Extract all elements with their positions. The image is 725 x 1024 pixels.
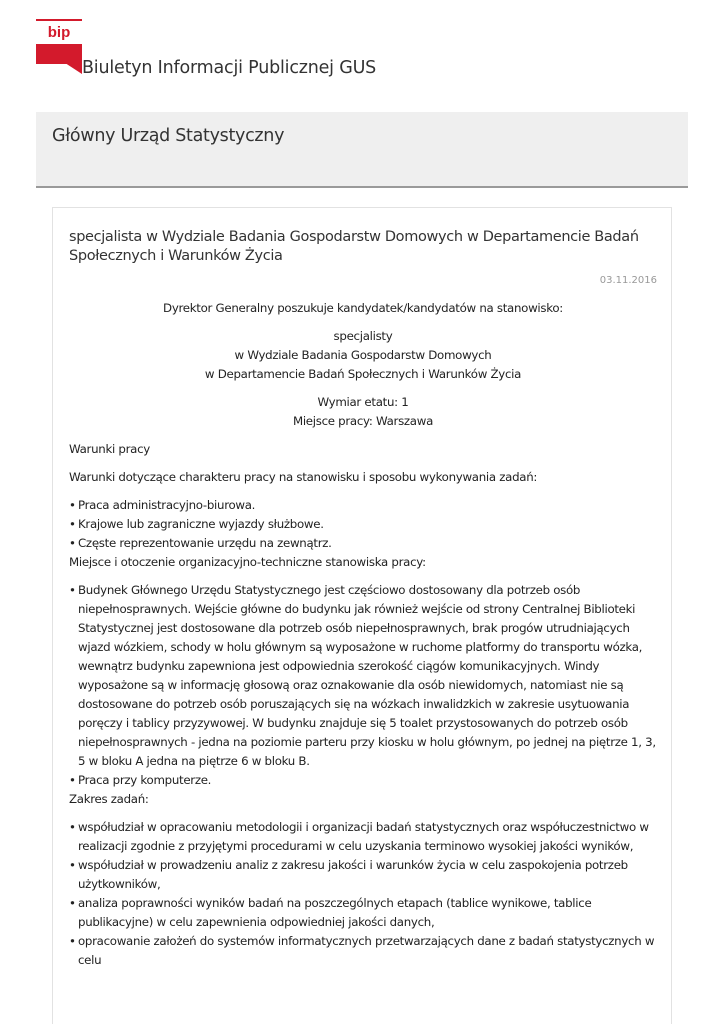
article-content bbox=[69, 299, 657, 970]
org-name[interactable]: Główny Urząd Statystyczny bbox=[52, 126, 285, 146]
bip-logo-text: bip bbox=[47, 24, 71, 41]
list-item: • opracowanie założeń do systemów informatycznych przetwarzających dane z badań statystycznych w celu bbox=[69, 932, 657, 970]
list-item: • współudział w prowadzeniu analiz z zakresu jakości i warunków życia w celu zaspokojenia potrzeb użytkowników, bbox=[69, 856, 657, 894]
position-line: w Wydziale Badania Gospodarstw Domowych bbox=[234, 348, 492, 362]
conditions-intro: Warunki dotyczące charakteru pracy na stanowisku i sposobu wykonywania zadań: bbox=[69, 470, 538, 484]
position-line: w Departamencie Badań Społecznych i Warunków Życia bbox=[204, 367, 522, 381]
list-item: • Krajowe lub zagraniczne wyjazdy służbowe. bbox=[69, 515, 657, 534]
article-title: specjalista w Wydziale Badania Gospodarstw Domowych w Departamencie Badań Społecznych i Warunków Życia bbox=[69, 229, 639, 264]
intro-text: Dyrektor Generalny poszukuje kandydatek/kandydatów na stanowisko: bbox=[163, 301, 563, 315]
site-title[interactable]: Biuletyn Informacji Publicznej GUS bbox=[82, 58, 377, 78]
org-header bbox=[36, 112, 688, 188]
bip-logo-icon[interactable] bbox=[36, 19, 82, 74]
list-item: • Częste reprezentowanie urzędu na zewnątrz. bbox=[69, 534, 657, 553]
list-item: • analiza poprawności wyników badań na poszczególnych etapach (tablice wynikowe, tablice publikacyjne) w celu zapewnienia odpowiedniej jakości danych, bbox=[69, 894, 657, 932]
tasks-list bbox=[69, 818, 657, 970]
section-heading-conditions: Warunki pracy bbox=[69, 442, 150, 456]
list-item: • Praca administracyjno-biurowa. bbox=[69, 496, 657, 515]
article-card bbox=[52, 207, 672, 1024]
work-line: Wymiar etatu: 1 bbox=[317, 395, 409, 409]
tasks-intro: Zakres zadań: bbox=[69, 792, 149, 806]
place-list bbox=[69, 581, 657, 790]
list-item: • Praca przy komputerze. bbox=[69, 771, 657, 790]
list-item: • Budynek Głównego Urzędu Statystycznego jest częściowo dostosowany dla potrzeb osób niepełnosprawnych. Wejście główne do budynku jak również wejście od strony Centralnej Biblioteki Statystycznej jest dostosowane dla potrzeb osób niepełnosprawnych, brak progów utrudniających wjazd wózkiem, schody w holu głównym są wyposażone w ruchome platformy do transportu wózka, wewnątrz budynku zapewniona jest odpowiednia szerokość ciągów komunikacyjnych. Windy wyposażone są w informację głosową oraz oznakowanie dla osób niewidomych, natomiast nie są dostosowane do potrzeb osób poruszających się na wózkach inwalidzkich w zakresie usytuowania poręczy i tablicy przyzywowej. W budynku znajduje się 5 toalet przystosowanych do potrzeb osób niepełnosprawnych - jedna na poziomie parteru przy kiosku w holu głównym, po jednej na piętrze 1, 3, 5 w bloku A jedna na piętrze 6 w bloku B. bbox=[69, 581, 657, 771]
list-item: • współudział w opracowaniu metodologii i organizacji badań statystycznych oraz współuczestnictwo w realizacji zgodnie z przyjętymi procedurami w celu uzyskania terminowo wysokiej jakości wyników, bbox=[69, 818, 657, 856]
position-block bbox=[69, 327, 657, 384]
article-date: 03.11.2016 bbox=[599, 275, 657, 286]
place-intro: Miejsce i otoczenie organizacyjno-techniczne stanowiska pracy: bbox=[69, 555, 426, 569]
position-line: specjalisty bbox=[333, 329, 393, 343]
work-line: Miejsce pracy: Warszawa bbox=[292, 414, 434, 428]
work-block bbox=[69, 393, 657, 431]
conditions-list bbox=[69, 496, 657, 553]
